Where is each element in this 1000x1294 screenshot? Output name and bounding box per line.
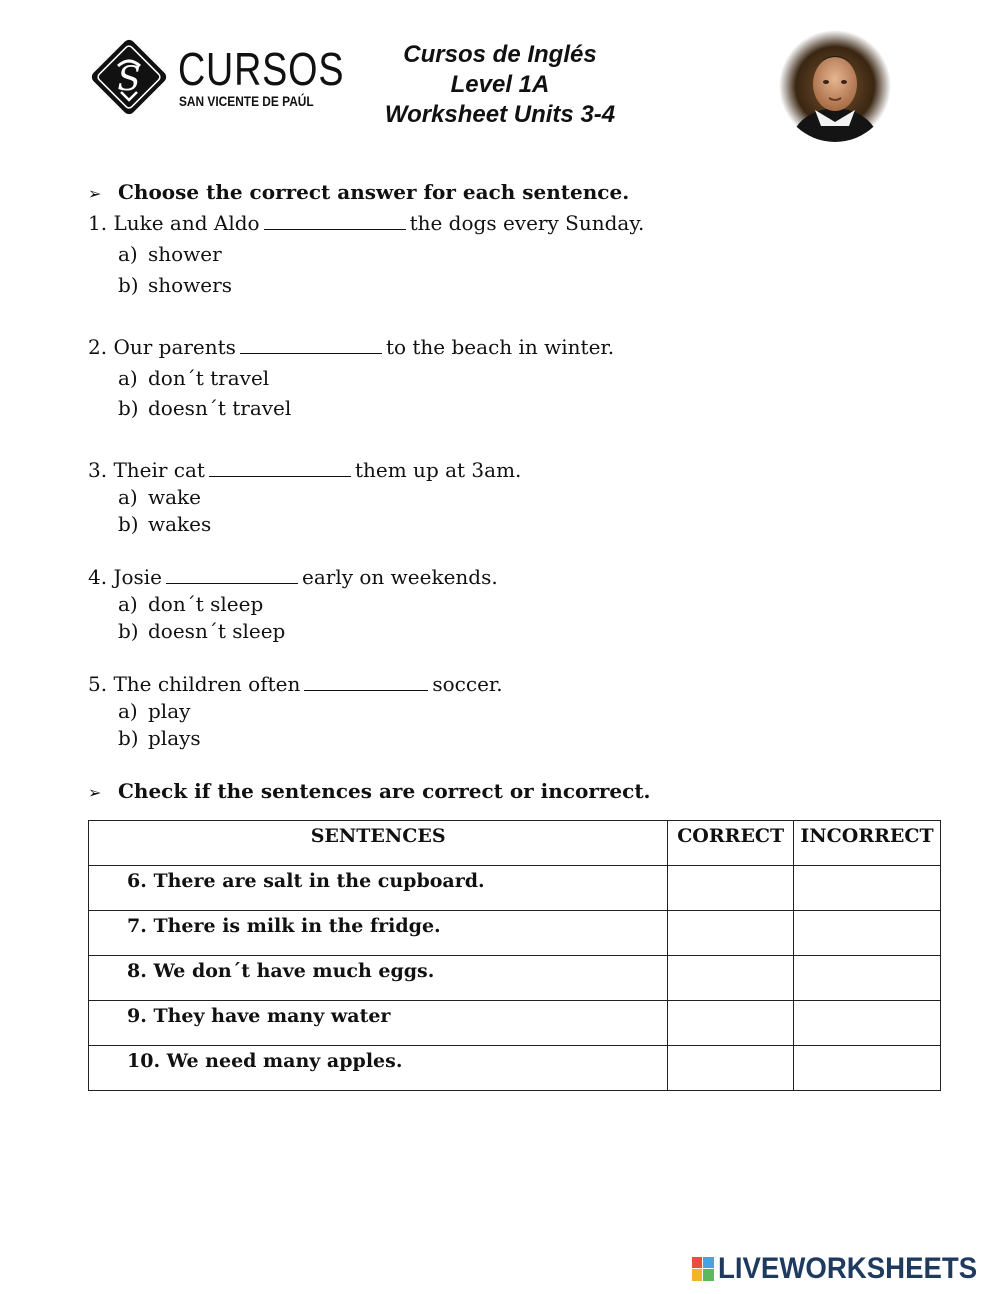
option-letter: a): [118, 699, 138, 723]
option-text: play: [148, 699, 191, 723]
option-letter: a): [118, 592, 138, 616]
option-1b[interactable]: [118, 273, 232, 297]
option-4b[interactable]: [118, 619, 285, 643]
option-3b[interactable]: [118, 512, 211, 536]
option-letter: b): [118, 396, 139, 420]
question-2: [88, 335, 614, 359]
logo-word: CURSOS: [178, 43, 345, 95]
option-text: wake: [148, 485, 201, 509]
option-1a[interactable]: [118, 242, 222, 266]
table-row: [89, 866, 941, 911]
saint-portrait-image: [779, 30, 891, 142]
cursos-logo: [88, 36, 345, 122]
option-letter: a): [118, 485, 138, 509]
instruction-check: [88, 779, 651, 805]
question-4-end: early on weekends.: [302, 565, 498, 589]
answer-blank-2[interactable]: [240, 335, 382, 354]
table-header-row: [89, 821, 941, 866]
answer-blank-3[interactable]: [209, 458, 351, 477]
option-3a[interactable]: [118, 485, 201, 509]
option-2b[interactable]: [118, 396, 291, 420]
option-text: shower: [148, 242, 222, 266]
option-text: don´t sleep: [148, 592, 264, 616]
option-text: plays: [148, 726, 201, 750]
option-5b[interactable]: [118, 726, 201, 750]
option-text: showers: [148, 273, 232, 297]
correct-cell-6[interactable]: [668, 866, 794, 911]
option-2a[interactable]: [118, 366, 269, 390]
option-text: don´t travel: [148, 366, 270, 390]
option-letter: a): [118, 242, 138, 266]
correct-incorrect-table: [88, 820, 941, 1091]
sentence-9: 9. They have many water: [89, 1001, 668, 1046]
question-3: [88, 458, 521, 482]
question-2-start: 2. Our parents: [88, 335, 236, 359]
option-text: doesn´t travel: [148, 396, 292, 420]
liveworksheets-logo-icon: [692, 1257, 714, 1281]
option-5a[interactable]: [118, 699, 190, 723]
option-text: wakes: [148, 512, 212, 536]
option-letter: b): [118, 273, 139, 297]
correct-cell-8[interactable]: [668, 956, 794, 1001]
logo-subtitle: SAN VICENTE DE PAÚL: [179, 93, 314, 109]
incorrect-cell-7[interactable]: [794, 911, 941, 956]
title-line-3: Worksheet Units 3-4: [384, 101, 616, 128]
table-row: [89, 956, 941, 1001]
answer-blank-5[interactable]: [304, 672, 428, 691]
correct-cell-9[interactable]: [668, 1001, 794, 1046]
incorrect-cell-10[interactable]: [794, 1046, 941, 1091]
question-5-end: soccer.: [432, 672, 503, 696]
correct-cell-7[interactable]: [668, 911, 794, 956]
correct-cell-10[interactable]: [668, 1046, 794, 1091]
header-correct: CORRECT: [668, 821, 794, 866]
question-3-start: 3. Their cat: [88, 458, 205, 482]
question-5-start: 5. The children often: [88, 672, 301, 696]
question-1-start: 1. Luke and Aldo: [88, 211, 260, 235]
liveworksheets-brand: [692, 1253, 990, 1285]
sentence-6: 6. There are salt in the cupboard.: [89, 866, 668, 911]
option-text: doesn´t sleep: [148, 619, 286, 643]
question-5: [88, 672, 503, 696]
header-incorrect: INCORRECT: [794, 821, 941, 866]
table-row: [89, 911, 941, 956]
question-1-end: the dogs every Sunday.: [409, 211, 645, 235]
option-letter: b): [118, 512, 139, 536]
header-sentences: SENTENCES: [89, 821, 668, 866]
sentence-10: 10. We need many apples.: [89, 1046, 668, 1091]
option-letter: b): [118, 726, 139, 750]
option-4a[interactable]: [118, 592, 263, 616]
cs-diamond-icon: [88, 36, 170, 118]
incorrect-cell-9[interactable]: [794, 1001, 941, 1046]
arrow-bullet-icon: ➢: [88, 184, 102, 203]
portrait-icon: [779, 30, 891, 142]
option-letter: a): [118, 366, 138, 390]
option-letter: b): [118, 619, 139, 643]
title-line-1: Cursos de Inglés: [403, 41, 597, 68]
table-row: [89, 1046, 941, 1091]
answer-blank-4[interactable]: [166, 565, 298, 584]
instruction-choose-text: Choose the correct answer for each sentence.: [118, 180, 630, 204]
title-line-2: Level 1A: [450, 71, 550, 98]
question-4-start: 4. Josie: [88, 565, 162, 589]
worksheet-title: [330, 40, 670, 130]
arrow-bullet-icon: ➢: [88, 783, 102, 802]
question-1: [88, 211, 644, 235]
svg-text:S: S: [117, 59, 141, 99]
sentence-7: 7. There is milk in the fridge.: [89, 911, 668, 956]
question-2-end: to the beach in winter.: [385, 335, 615, 359]
liveworksheets-wordmark: LIVEWORKSHEETS: [718, 1252, 978, 1285]
incorrect-cell-6[interactable]: [794, 866, 941, 911]
instruction-check-text: Check if the sentences are correct or incorrect.: [118, 779, 651, 803]
question-3-end: them up at 3am.: [354, 458, 522, 482]
answer-blank-1[interactable]: [264, 211, 406, 230]
incorrect-cell-8[interactable]: [794, 956, 941, 1001]
instruction-choose: [88, 180, 629, 206]
sentence-8: 8. We don´t have much eggs.: [89, 956, 668, 1001]
question-4: [88, 565, 498, 589]
table-row: [89, 1001, 941, 1046]
